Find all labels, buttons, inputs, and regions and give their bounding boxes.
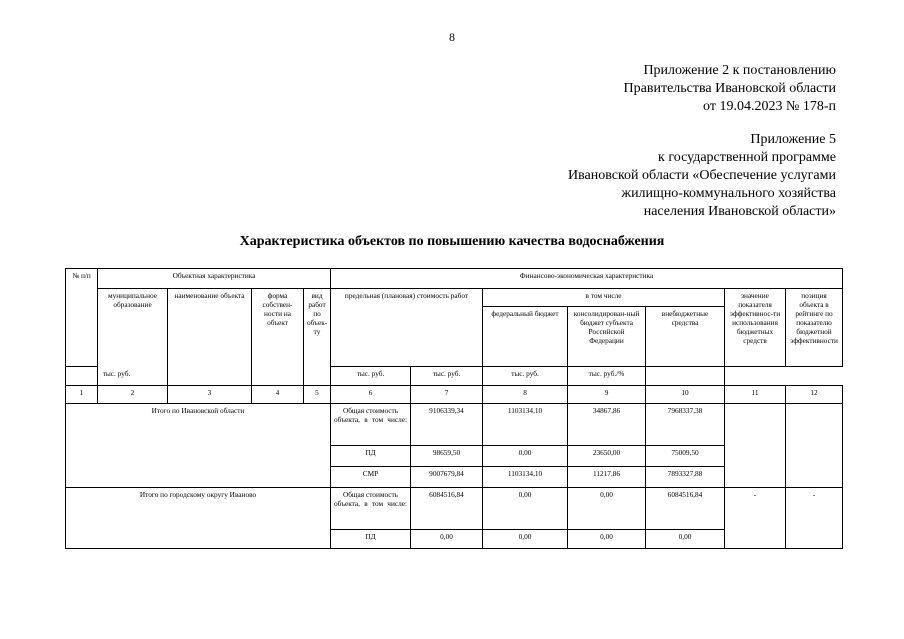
cost-label: ПД: [331, 446, 411, 467]
unit-federal: тыс. руб.: [331, 367, 411, 386]
objects-table: [65, 268, 843, 549]
cost-federal: 0,00: [483, 530, 568, 549]
cost-total: 9007679,84: [411, 467, 483, 488]
cost-extrabudget: 6084516,84: [646, 488, 725, 530]
cost-consolidated: 0,00: [568, 530, 646, 549]
efficiency-value: -: [725, 488, 786, 549]
cost-total: 6084516,84: [411, 488, 483, 530]
header-work-type: вид работ по объек-ту: [304, 289, 331, 386]
column-number: 9: [568, 386, 646, 404]
column-numbers-row: [66, 386, 843, 404]
header-rating: позиция объекта в рейтинге по показателю бюджетной эффективности: [786, 289, 843, 367]
annex-header-line: от 19.04.2023 № 178-п: [703, 99, 836, 114]
cost-federal: 1103134,10: [483, 404, 568, 446]
annex-program-line: населения Ивановской области»: [643, 204, 836, 219]
header-municipality: муниципальное образование: [98, 289, 168, 386]
column-number: 6: [331, 386, 411, 404]
header-row-sub: [66, 289, 843, 307]
table-row: [66, 488, 843, 530]
column-number: 1: [66, 386, 98, 404]
document-title: Характеристика объектов по повышению качества водоснабжения: [239, 234, 665, 249]
header-including: в том числе: [483, 289, 725, 307]
annex-header-line: Приложение 2 к постановлению: [643, 63, 836, 78]
column-number: 11: [725, 386, 786, 404]
annex-header-line: Правительства Ивановской области: [623, 81, 836, 96]
unit-rating: [646, 367, 725, 386]
unit-extrabudget: тыс. руб.: [483, 367, 568, 386]
cost-consolidated: 23650,00: [568, 446, 646, 467]
unit-max-cost: тыс. руб.: [66, 367, 168, 386]
cost-consolidated: 11217,86: [568, 467, 646, 488]
header-efficiency: значение показателя эффективнос-ти использования бюджетных средств: [725, 289, 786, 367]
unit-efficiency: тыс. руб./%: [568, 367, 646, 386]
cost-extrabudget: 75009,50: [646, 446, 725, 467]
header-row-groups: [66, 269, 843, 289]
rating-value: -: [786, 488, 843, 549]
annex-program: [568, 131, 836, 221]
cost-label: ПД: [331, 530, 411, 549]
header-extrabudget: внебюджетные средства: [646, 307, 725, 367]
unit-consolidated: тыс. руб.: [411, 367, 483, 386]
column-number: 2: [98, 386, 168, 404]
cost-label: Общая стоимость объекта, в том числе:: [331, 488, 411, 530]
annex-program-line: к государственной программе: [658, 150, 836, 165]
cost-extrabudget: 7893327,88: [646, 467, 725, 488]
cost-total: 98659,50: [411, 446, 483, 467]
cost-federal: 1103134,10: [483, 467, 568, 488]
column-number: 10: [646, 386, 725, 404]
annex-program-line: Приложение 5: [750, 132, 836, 147]
header-object-group: Объектная характеристика: [98, 269, 331, 289]
cost-extrabudget: 0,00: [646, 530, 725, 549]
header-num: № п/п: [66, 269, 98, 367]
column-number: 8: [483, 386, 568, 404]
header-ownership: форма собствен-ности на объект: [252, 289, 304, 386]
header-federal: федеральный бюджет: [483, 307, 568, 367]
column-number: 7: [411, 386, 483, 404]
annex-program-line: Ивановской области «Обеспечение услугами: [567, 168, 836, 183]
efficiency-value: [725, 404, 786, 488]
cost-federal: 0,00: [483, 488, 568, 530]
header-max-cost: предельная (плановая) стоимость работ: [331, 289, 483, 367]
cost-total: 0,00: [411, 530, 483, 549]
group-label: Итого по городскому округу Иваново: [66, 488, 331, 549]
header-object-name: наименование объекта: [168, 289, 252, 386]
cost-total: 9106339,34: [411, 404, 483, 446]
group-label: Итого по Ивановской области: [66, 404, 331, 488]
header-consolidated: консолидирован-ный бюджет субъекта Российской Федерации: [568, 307, 646, 367]
table-row: [66, 404, 843, 446]
cost-consolidated: 0,00: [568, 488, 646, 530]
annex-header: [624, 62, 836, 116]
column-number: 4: [252, 386, 304, 404]
cost-extrabudget: 7968337,38: [646, 404, 725, 446]
rating-value: [786, 404, 843, 488]
page-number: 8: [449, 30, 455, 44]
column-number: 12: [786, 386, 843, 404]
column-number: 5: [304, 386, 331, 404]
cost-consolidated: 34867,86: [568, 404, 646, 446]
cost-label: Общая стоимость объекта, в том числе:: [331, 404, 411, 446]
cost-federal: 0,00: [483, 446, 568, 467]
cost-label: СМР: [331, 467, 411, 488]
annex-program-line: жилищно-коммунального хозяйства: [621, 186, 836, 201]
header-finance-group: Финансово-экономическая характеристика: [331, 269, 843, 289]
column-number: 3: [168, 386, 252, 404]
